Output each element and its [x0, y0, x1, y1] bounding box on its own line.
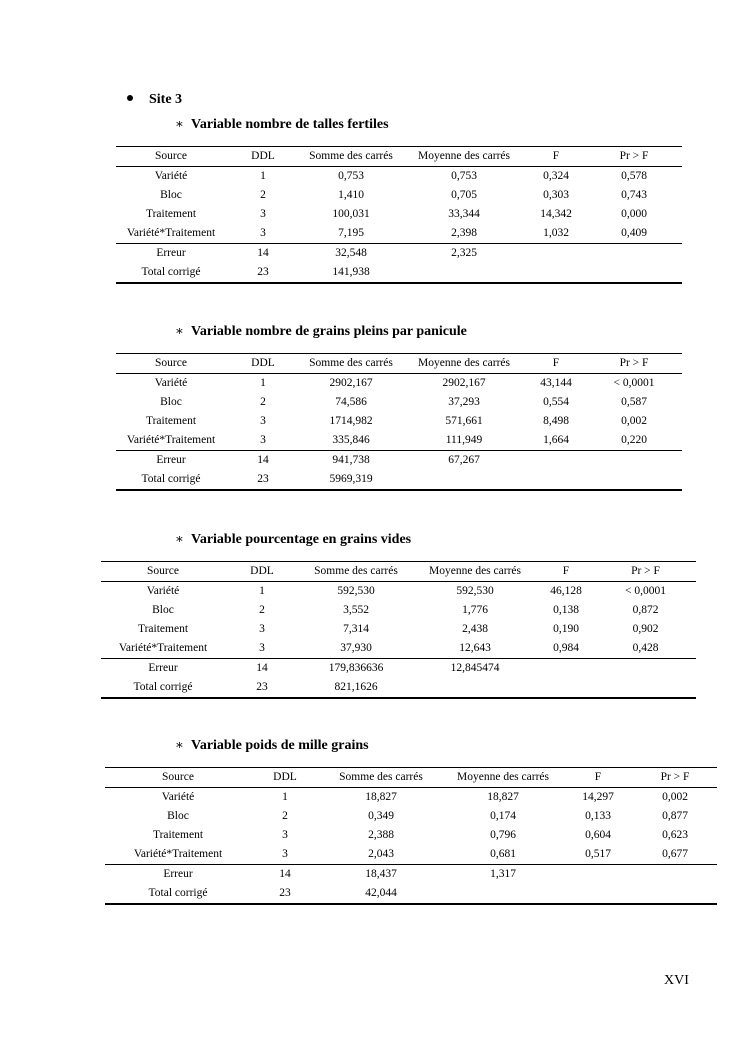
cell-moyenne: Moyenne des carrés [429, 565, 521, 577]
cell-pr: Pr > F [631, 565, 660, 577]
cell-ddl: 14 [257, 247, 269, 259]
cell-pr [586, 263, 682, 282]
cell-f [526, 263, 586, 282]
cell-f: 0,133 [585, 810, 611, 822]
cell-source: Source [147, 565, 179, 577]
cell-pr: Pr > F [619, 150, 649, 162]
table-row [101, 620, 696, 639]
cell-ddl: 23 [279, 887, 291, 899]
cell-pr: < 0,0001 [613, 377, 655, 389]
table-header-row [116, 353, 682, 373]
cell-pr: 0,428 [632, 642, 659, 654]
asterisk-icon: ∗ [175, 323, 184, 338]
cell-f: 0,190 [553, 623, 579, 635]
cell-ddl: 23 [257, 473, 269, 485]
table-bottom-rule [105, 903, 717, 905]
cell-f: 0,303 [543, 189, 569, 201]
cell-f [563, 865, 633, 884]
table-row [105, 845, 717, 864]
cell-ddl: DDL [251, 150, 275, 162]
anova-table-4 [105, 767, 717, 905]
cell-ddl: 14 [257, 454, 269, 466]
cell-f: 14,342 [540, 208, 572, 220]
table-row [116, 243, 682, 263]
cell-source: Erreur [163, 868, 193, 880]
cell-somme: 2,043 [368, 848, 394, 860]
cell-f: 0,324 [543, 170, 569, 182]
cell-somme: 3,552 [343, 604, 369, 616]
cell-source: Variété*Traitement [118, 642, 208, 654]
cell-somme: 18,437 [365, 868, 397, 880]
cell-source: Source [162, 771, 194, 783]
cell-ddl: 23 [257, 266, 269, 278]
cell-f: 0,517 [585, 848, 611, 860]
table-row [116, 224, 682, 243]
cell-f [537, 678, 595, 697]
cell-pr: 0,623 [662, 829, 688, 841]
cell-source: Total corrigé [141, 473, 201, 485]
cell-ddl: DDL [251, 357, 275, 369]
cell-pr: 0,000 [621, 208, 647, 220]
cell-source: Total corrigé [133, 681, 193, 693]
cell-pr: 0,220 [621, 434, 647, 446]
cell-pr: 0,902 [632, 623, 659, 635]
cell-ddl: 2 [259, 604, 265, 616]
cell-somme: Somme des carrés [339, 771, 423, 783]
table-row [116, 166, 682, 186]
cell-ddl: 3 [259, 642, 265, 654]
cell-somme: Somme des carrés [309, 357, 393, 369]
cell-pr: 0,578 [621, 170, 647, 182]
cell-source: Source [155, 150, 187, 162]
cell-ddl: 1 [260, 377, 266, 389]
cell-moyenne: 33,344 [448, 208, 480, 220]
cell-somme: 0,349 [368, 810, 394, 822]
cell-somme: 5969,319 [329, 473, 373, 485]
cell-somme: 179,836636 [328, 662, 384, 674]
table-row [105, 864, 717, 884]
cell-ddl: 23 [256, 681, 268, 693]
cell-somme: 32,548 [335, 247, 367, 259]
table-row [116, 373, 682, 393]
cell-f: F [562, 565, 570, 577]
variable-heading-3 [175, 531, 411, 548]
table-row [101, 581, 696, 601]
cell-moyenne: Moyenne des carrés [418, 357, 510, 369]
cell-ddl: 3 [282, 848, 288, 860]
cell-source: Variété*Traitement [133, 848, 223, 860]
cell-moyenne: 0,681 [490, 848, 516, 860]
table-row [116, 412, 682, 431]
cell-source: Erreur [148, 662, 178, 674]
cell-pr [586, 451, 682, 470]
cell-ddl: 2 [260, 396, 266, 408]
cell-pr: 0,677 [662, 848, 688, 860]
cell-source: Variété [154, 377, 188, 389]
cell-pr: 0,743 [621, 189, 647, 201]
table-header-row [105, 767, 717, 787]
cell-source: Variété*Traitement [126, 227, 216, 239]
cell-moyenne: Moyenne des carrés [457, 771, 549, 783]
table-row [116, 186, 682, 205]
cell-moyenne: 2,398 [451, 227, 477, 239]
cell-f: F [552, 150, 560, 162]
cell-somme: Somme des carrés [309, 150, 393, 162]
cell-somme: 0,753 [338, 170, 364, 182]
table-row [116, 450, 682, 470]
cell-somme: 2902,167 [329, 377, 373, 389]
table-row [105, 787, 717, 807]
cell-pr: < 0,0001 [625, 585, 666, 597]
cell-moyenne: 1,776 [462, 604, 488, 616]
table-row [116, 431, 682, 450]
cell-moyenne: 0,174 [490, 810, 516, 822]
cell-source: Bloc [160, 396, 182, 408]
cell-moyenne: 0,753 [451, 170, 477, 182]
cell-ddl: 3 [282, 829, 288, 841]
cell-source: Traitement [145, 415, 197, 427]
cell-somme: 821,1626 [334, 681, 378, 693]
cell-source: Erreur [156, 247, 186, 259]
cell-somme: 42,044 [365, 887, 397, 899]
cell-ddl: 3 [260, 434, 266, 446]
cell-somme: 18,827 [365, 791, 397, 803]
cell-pr [595, 678, 696, 697]
cell-somme: 100,031 [332, 208, 370, 220]
cell-ddl: DDL [273, 771, 297, 783]
cell-pr: 0,002 [621, 415, 647, 427]
cell-pr: 0,409 [621, 227, 647, 239]
cell-pr: Pr > F [660, 771, 690, 783]
cell-moyenne: 18,827 [487, 791, 519, 803]
cell-f: F [594, 771, 602, 783]
cell-ddl: 1 [259, 585, 265, 597]
cell-somme: 141,938 [332, 266, 370, 278]
cell-f: 8,498 [543, 415, 569, 427]
variable-heading-1 [175, 116, 389, 133]
cell-source: Traitement [137, 623, 189, 635]
variable-heading-4 [175, 737, 369, 754]
cell-source: Bloc [167, 810, 189, 822]
asterisk-icon: ∗ [175, 531, 184, 546]
asterisk-icon: ∗ [175, 116, 184, 131]
cell-ddl: 3 [260, 227, 266, 239]
cell-somme: 7,314 [343, 623, 369, 635]
cell-pr: 0,002 [662, 791, 688, 803]
table-row [105, 826, 717, 845]
cell-f: 1,664 [543, 434, 569, 446]
cell-pr [595, 659, 696, 678]
table-row [101, 658, 696, 678]
table-row [101, 601, 696, 620]
cell-moyenne [413, 678, 537, 697]
table-row [116, 263, 682, 282]
cell-moyenne: 2902,167 [442, 377, 486, 389]
cell-ddl: 14 [256, 662, 268, 674]
site-heading [127, 92, 182, 108]
cell-f [526, 451, 586, 470]
cell-ddl: DDL [250, 565, 274, 577]
cell-pr: 0,587 [621, 396, 647, 408]
cell-moyenne [402, 263, 526, 282]
cell-moyenne: 12,643 [459, 642, 491, 654]
variable-title: Variable nombre de grains pleins par panicule [191, 324, 467, 339]
cell-somme: 1714,982 [329, 415, 373, 427]
cell-source: Total corrigé [148, 887, 208, 899]
cell-f: 0,984 [553, 642, 579, 654]
anova-table-3 [101, 561, 696, 699]
cell-ddl: 1 [260, 170, 266, 182]
cell-f: 0,554 [543, 396, 569, 408]
cell-ddl: 2 [282, 810, 288, 822]
cell-somme: 2,388 [368, 829, 394, 841]
table-row [116, 470, 682, 489]
cell-moyenne [402, 470, 526, 489]
cell-source: Variété*Traitement [126, 434, 216, 446]
variable-title: Variable poids de mille grains [191, 738, 369, 753]
cell-f: 43,144 [540, 377, 572, 389]
table-row [105, 807, 717, 826]
cell-ddl: 3 [260, 415, 266, 427]
cell-f [563, 884, 633, 903]
cell-f: 14,297 [582, 791, 614, 803]
cell-moyenne: 111,949 [445, 434, 483, 446]
cell-source: Bloc [152, 604, 174, 616]
anova-table-2 [116, 353, 682, 491]
table-row [116, 205, 682, 224]
cell-moyenne: 0,796 [490, 829, 516, 841]
table-bottom-rule [116, 282, 682, 284]
cell-pr: Pr > F [619, 357, 649, 369]
cell-moyenne: 571,661 [445, 415, 483, 427]
cell-f [526, 244, 586, 263]
table-header-row [101, 561, 696, 581]
table-bottom-rule [101, 697, 696, 699]
bullet-icon [127, 95, 133, 101]
table-row [101, 678, 696, 697]
cell-f: F [552, 357, 560, 369]
cell-ddl: 3 [260, 208, 266, 220]
cell-moyenne: 2,438 [462, 623, 488, 635]
page-number: XVI [664, 973, 689, 988]
site-label: Site 3 [149, 92, 183, 107]
cell-moyenne: 2,325 [451, 247, 477, 259]
cell-moyenne [443, 884, 563, 903]
cell-source: Erreur [156, 454, 186, 466]
cell-f: 46,128 [550, 585, 582, 597]
cell-somme: 1,410 [338, 189, 364, 201]
cell-ddl: 2 [260, 189, 266, 201]
cell-f: 0,604 [585, 829, 611, 841]
cell-pr [586, 244, 682, 263]
cell-moyenne: 12,845474 [450, 662, 500, 674]
cell-pr: 0,872 [632, 604, 659, 616]
table-row [101, 639, 696, 658]
table-bottom-rule [116, 489, 682, 491]
cell-moyenne: 1,317 [490, 868, 516, 880]
cell-ddl: 14 [279, 868, 291, 880]
cell-source: Source [155, 357, 187, 369]
cell-f [526, 470, 586, 489]
variable-title: Variable nombre de talles fertiles [191, 117, 389, 132]
cell-somme: 37,930 [340, 642, 372, 654]
cell-pr: 0,877 [662, 810, 688, 822]
cell-source: Variété [146, 585, 180, 597]
cell-somme: 335,846 [332, 434, 370, 446]
variable-heading-2 [175, 323, 467, 340]
anova-table-1 [116, 146, 682, 284]
cell-somme: Somme des carrés [314, 565, 398, 577]
cell-moyenne: 37,293 [448, 396, 480, 408]
cell-pr [633, 884, 717, 903]
cell-moyenne: 592,530 [456, 585, 494, 597]
cell-ddl: 3 [259, 623, 265, 635]
cell-somme: 592,530 [337, 585, 375, 597]
table-row [105, 884, 717, 903]
cell-f: 1,032 [543, 227, 569, 239]
cell-source: Total corrigé [141, 266, 201, 278]
cell-f [537, 659, 595, 678]
cell-somme: 941,738 [332, 454, 370, 466]
cell-somme: 7,195 [338, 227, 364, 239]
cell-somme: 74,586 [335, 396, 367, 408]
cell-moyenne: 0,705 [451, 189, 477, 201]
cell-pr [586, 470, 682, 489]
cell-moyenne: 67,267 [448, 454, 480, 466]
asterisk-icon: ∗ [175, 737, 184, 752]
cell-pr [633, 865, 717, 884]
table-row [116, 393, 682, 412]
cell-f: 0,138 [553, 604, 579, 616]
variable-title: Variable pourcentage en grains vides [191, 532, 412, 547]
cell-source: Variété [161, 791, 195, 803]
cell-source: Traitement [152, 829, 204, 841]
cell-source: Bloc [160, 189, 182, 201]
cell-source: Traitement [145, 208, 197, 220]
cell-source: Variété [154, 170, 188, 182]
table-header-row [116, 146, 682, 166]
cell-moyenne: Moyenne des carrés [418, 150, 510, 162]
cell-ddl: 1 [282, 791, 288, 803]
